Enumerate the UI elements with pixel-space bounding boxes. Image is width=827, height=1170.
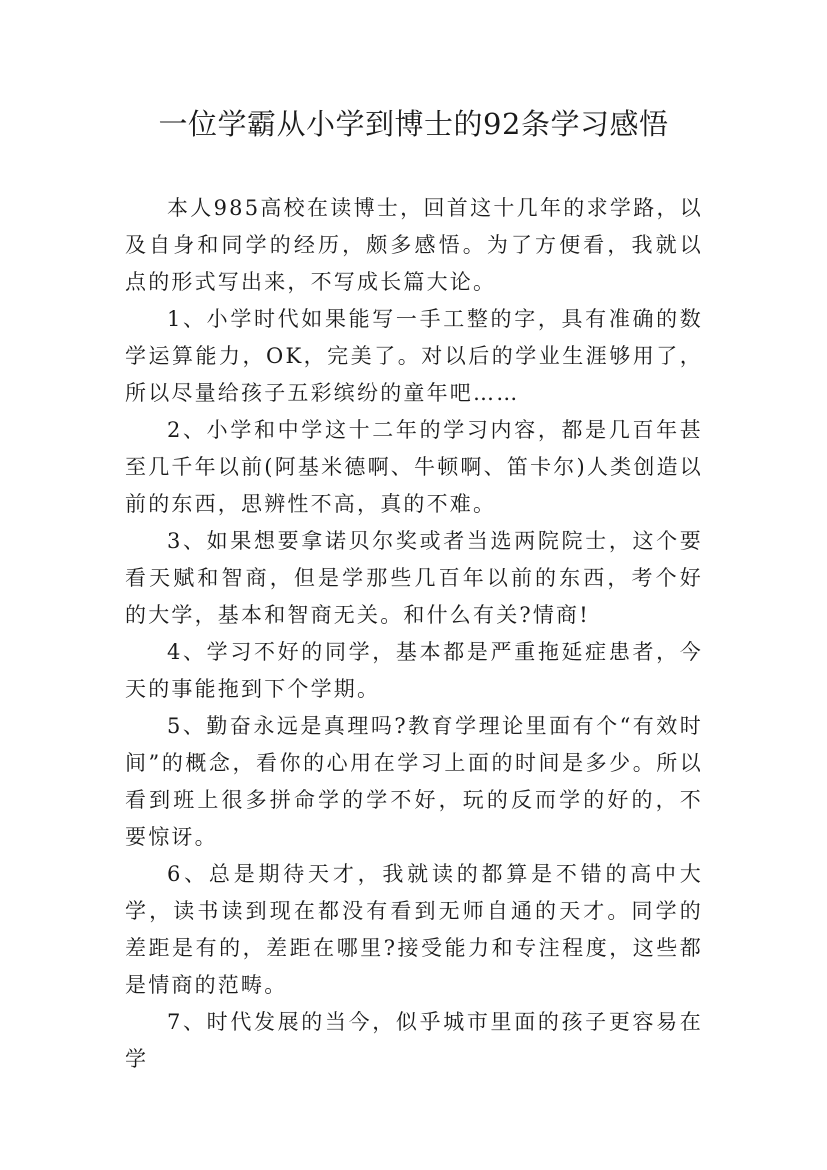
paragraph-1: 1、小学时代如果能写一手工整的字，具有准确的数学运算能力，OK，完美了。对以后的学业生涯够用了，所以尽量给孩子五彩缤纷的童年吧…… [125,307,703,405]
paragraph-4: 4、学习不好的同学，基本都是严重拖延症患者，今天的事能拖到下个学期。 [125,640,703,701]
paragraph-intro: 本人985高校在读博士，回首这十几年的求学路，以及自身和同学的经历，颇多感悟。为了方便看，我就以点的形式写出来，不写成长篇大论。 [125,196,703,294]
paragraph-3: 3、如果想要拿诺贝尔奖或者当选两院院士，这个要看天赋和智商，但是学那些几百年以前的东西，考个好的大学，基本和智商无关。和什么有关?情商! [125,529,703,627]
paragraph-5: 5、勤奋永远是真理吗?教育学理论里面有个“有效时间”的概念，看你的心用在学习上面的时间是多少。所以看到班上很多拼命学的学不好，玩的反而学的好的，不要惊讶。 [125,714,703,849]
paragraph-7: 7、时代发展的当今，似乎城市里面的孩子更容易在学 [125,1010,703,1071]
paragraph-6: 6、总是期待天才，我就读的都算是不错的高中大学，读书读到现在都没有看到无师自通的天才。同学的差距是有的，差距在哪里?接受能力和专注程度，这些都是情商的范畴。 [125,862,703,997]
document-title: 一位学霸从小学到博士的92条学习感悟 [158,107,669,141]
document-body [125,190,703,1078]
paragraph-2: 2、小学和中学这十二年的学习内容，都是几百年甚至几千年以前(阿基米德啊、牛顿啊、笛卡尔)人类创造以前的东西，思辨性不高，真的不难。 [125,418,703,516]
